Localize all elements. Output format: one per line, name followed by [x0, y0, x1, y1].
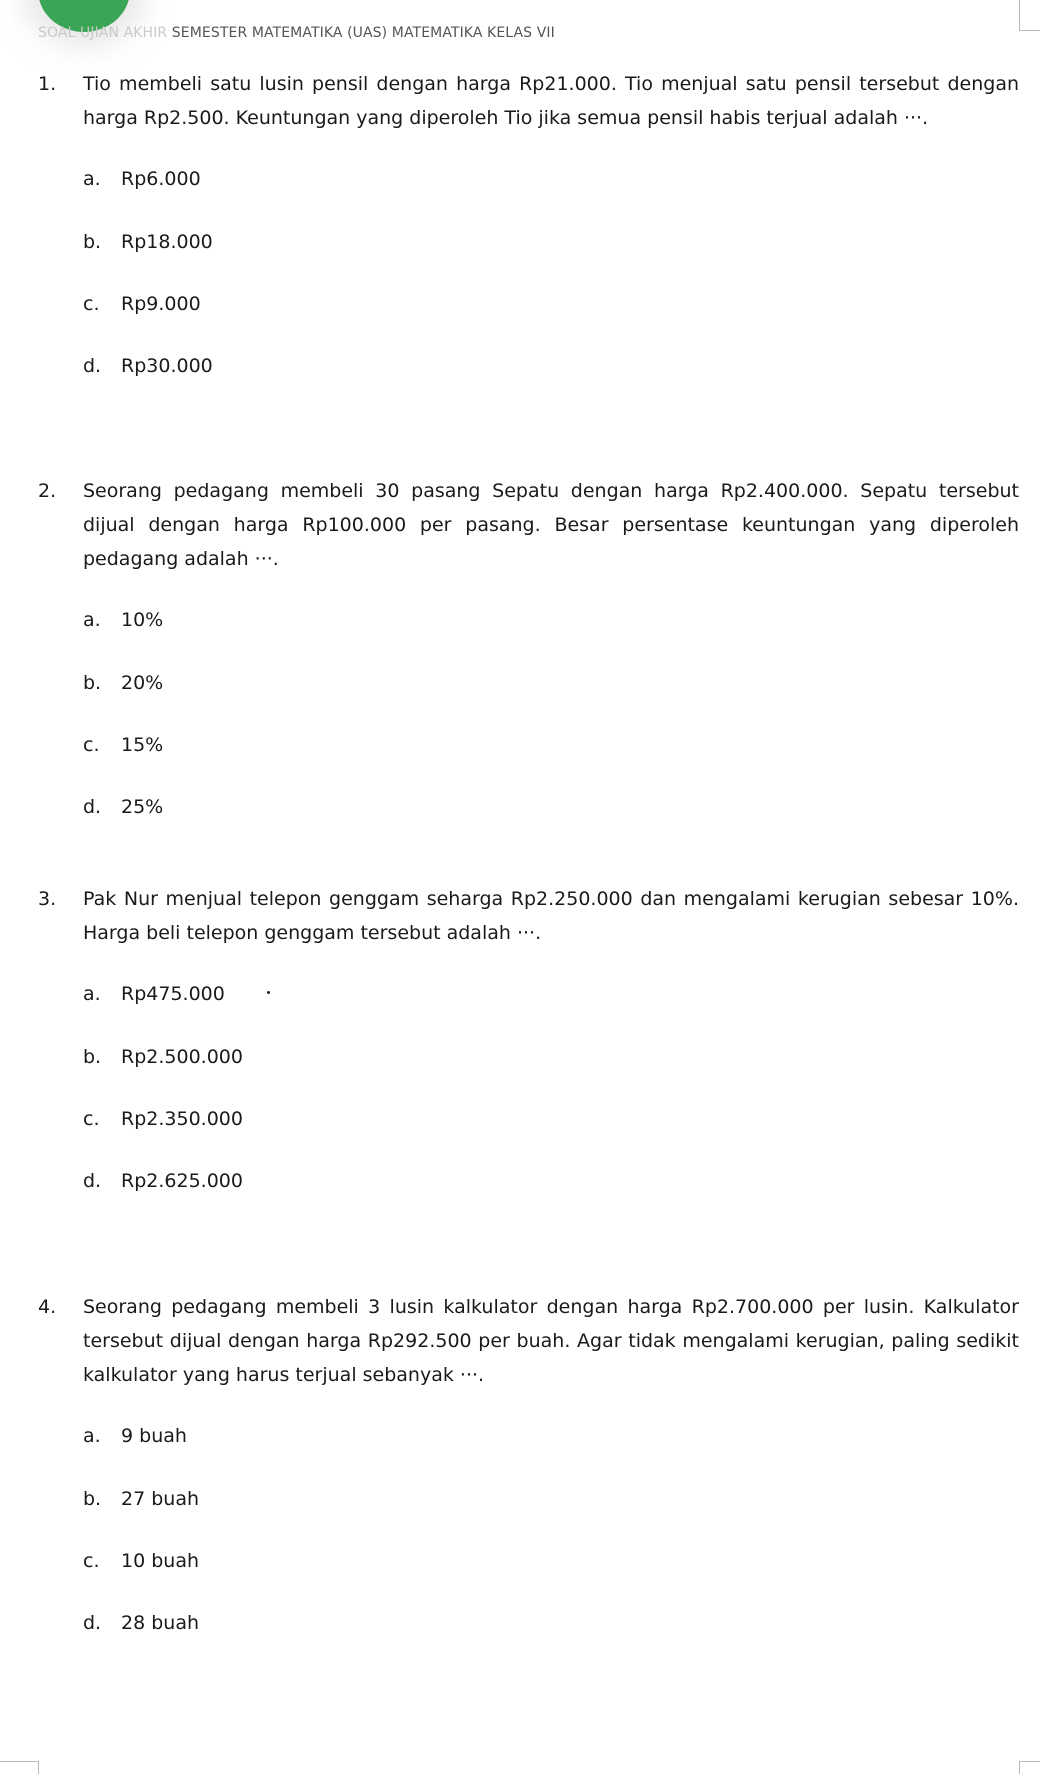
option-text: Rp2.500.000 [121, 1046, 243, 1068]
option-c[interactable] [83, 289, 201, 319]
question-2 [38, 474, 1019, 818]
page-corner-mark [0, 1761, 39, 1774]
option-letter: d. [83, 1170, 102, 1192]
option-letter: c. [83, 1108, 100, 1130]
option-letter: a. [83, 983, 101, 1005]
option-text: 10 buah [121, 1550, 200, 1572]
option-text: 27 buah [121, 1488, 200, 1510]
option-a[interactable] [83, 605, 163, 635]
page-corner-mark [1019, 0, 1040, 31]
option-text: 20% [121, 672, 164, 694]
option-text: Rp475.000 [121, 983, 225, 1005]
option-text: Rp2.625.000 [121, 1170, 243, 1192]
option-letter: d. [83, 355, 102, 377]
option-text: 9 buah [121, 1425, 187, 1447]
option-letter: b. [83, 1488, 102, 1510]
option-letter: d. [83, 796, 102, 818]
question-text: Tio membeli satu lusin pensil dengan harga Rp21.000. Tio menjual satu pensil tersebut dengan harga Rp2.500. Keuntungan yang diperoleh Tio jika semua pensil habis terjual adalah ···. [83, 73, 1019, 129]
option-d[interactable] [83, 351, 213, 381]
option-letter: b. [83, 672, 102, 694]
option-a[interactable] [83, 164, 201, 194]
option-text: Rp2.350.000 [121, 1108, 243, 1130]
option-a[interactable] [83, 1421, 187, 1451]
header-faded-text: SOAL UJIAN AKHIR [38, 25, 168, 41]
question-number: 3. [38, 888, 57, 910]
option-c[interactable] [83, 730, 163, 760]
question-number: 2. [38, 480, 57, 502]
question-1 [38, 67, 1019, 377]
page-corner-mark [1019, 1761, 1040, 1774]
option-text: Rp9.000 [121, 293, 201, 315]
option-letter: a. [83, 168, 101, 190]
option-b[interactable] [83, 1042, 243, 1072]
option-letter: a. [83, 609, 101, 631]
stray-mark [267, 991, 270, 994]
option-b[interactable] [83, 227, 213, 257]
header-title: SEMESTER MATEMATIKA (UAS) MATEMATIKA KELAS VII [171, 25, 555, 41]
question-4 [38, 1290, 1019, 1634]
question-number: 4. [38, 1296, 57, 1318]
option-text: Rp30.000 [121, 355, 213, 377]
option-letter: b. [83, 1046, 102, 1068]
option-text: 10% [121, 609, 164, 631]
option-c[interactable] [83, 1104, 243, 1134]
option-d[interactable] [83, 792, 163, 822]
question-text: Seorang pedagang membeli 30 pasang Sepatu dengan harga Rp2.400.000. Sepatu tersebut dijual dengan harga Rp100.000 per pasang. Besar persentase keuntungan yang diperoleh pedagang adalah ···. [83, 480, 1019, 570]
question-number: 1. [38, 73, 57, 95]
option-text: Rp18.000 [121, 231, 213, 253]
option-b[interactable] [83, 668, 163, 698]
option-letter: b. [83, 231, 102, 253]
option-c[interactable] [83, 1546, 199, 1576]
option-text: 15% [121, 734, 164, 756]
option-letter: a. [83, 1425, 101, 1447]
option-a[interactable] [83, 979, 225, 1009]
question-text: Pak Nur menjual telepon genggam seharga Rp2.250.000 dan mengalami kerugian sebesar 10%. Harga beli telepon genggam tersebut adalah ···. [83, 888, 1019, 944]
question-text: Seorang pedagang membeli 3 lusin kalkulator dengan harga Rp2.700.000 per lusin. Kalkulator tersebut dijual dengan harga Rp292.500 per buah. Agar tidak mengalami kerugian, paling sedikit kalkulator yang harus terjual sebanyak ···. [83, 1296, 1019, 1386]
option-text: 28 buah [121, 1612, 200, 1634]
option-text: 25% [121, 796, 164, 818]
page-header [38, 25, 555, 41]
option-letter: c. [83, 293, 100, 315]
question-3 [38, 882, 1019, 1192]
option-d[interactable] [83, 1608, 199, 1638]
option-d[interactable] [83, 1166, 243, 1196]
option-letter: d. [83, 1612, 102, 1634]
option-b[interactable] [83, 1484, 199, 1514]
option-letter: c. [83, 1550, 100, 1572]
option-letter: c. [83, 734, 100, 756]
option-text: Rp6.000 [121, 168, 201, 190]
